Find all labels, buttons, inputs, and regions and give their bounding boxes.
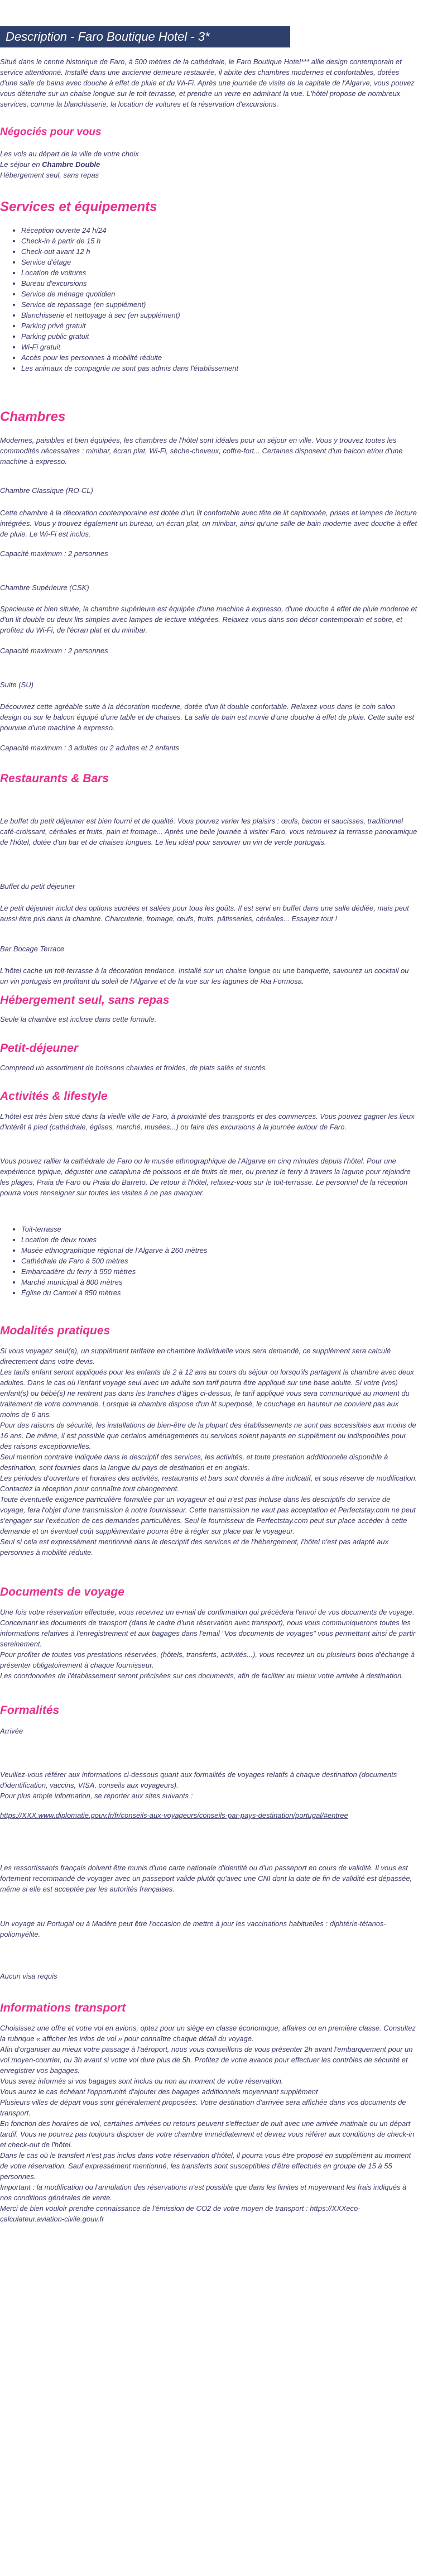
- services-heading: Services et équipements: [0, 199, 157, 214]
- restaurant-name: Buffet du petit déjeuner: [0, 882, 75, 890]
- modalites-paragraph: Les périodes d'ouverture et horaires des activités, restaurants et bars sont donnés à titre indicatif, et sous réserve de modification. Contactez la réception pour connaître tout changement.: [0, 1474, 417, 1493]
- restaurant-description: Le petit déjeuner inclut des options sucrées et salées pour tous les goûts. Il est servi en buffet dans une salle dédiée, mais peut aussi être pris dans la chambre. Charcuterie, fromage, œufs, fruits, pâtisseries, céréales... Essayez tout !: [0, 904, 409, 923]
- room-name: Chambre Supérieure (CSK): [0, 583, 89, 592]
- room-name: Suite (SU): [0, 681, 33, 689]
- negocies-line: Le séjour en Chambre Double: [0, 160, 100, 169]
- formalites-visa-text: Aucun visa requis: [0, 1972, 57, 1980]
- list-item: • Parking privé gratuit: [21, 320, 238, 331]
- list-item: • Bureau d'excursions: [21, 278, 238, 289]
- room-capacity: Capacité maximum : 2 personnes: [0, 647, 108, 655]
- room-capacity: Capacité maximum : 3 adultes ou 2 adultes et 2 enfants: [0, 744, 179, 752]
- list-item: • Embarcadère du ferry à 550 mètres: [21, 1266, 207, 1277]
- list-item: • Check-in à partir de 15 h: [21, 236, 238, 246]
- formalites-paragraph: Veuillez-vous référer aux informations ci-dessous quant aux formalités de voyages relatifs à chaque destination (documents d'identification, vaccins, VISA, conseils aux voyageurs).: [0, 1770, 397, 1789]
- documents-paragraph: Pour profiter de toutes vos prestations réservées, (hôtels, transferts, activités...), vous recevrez un ou plusieurs bons d'échange à présenter obligatoirement à chaque fournisseur.: [0, 1650, 415, 1669]
- transport-paragraph: Dans le cas où le transfert n'est pas inclus dans votre réservation d'hôtel, il pourra vous être proposé en supplément au moment de votre réservation. Sauf expressément mentionné, les transferts sont susceptibles d'être effectués en groupe de 15 à 55 personnes.: [0, 2151, 411, 2181]
- list-item: • Check-out avant 12 h: [21, 246, 238, 257]
- negocies-line: Les vols au départ de la ville de votre choix: [0, 150, 139, 158]
- services-list: [0, 225, 238, 374]
- restaurant-description: L'hôtel cache un toit-terrasse à la décoration tendance. Installé sur un chaise longue ou une banquette, savourez un cocktail ou un vin portugais en profitant du soleil de l'Algarve et de la vue sur les lagunes de Ria Formosa.: [0, 966, 409, 985]
- room-description: Découvrez cette agréable suite à la décoration moderne, dotée d'un lit double confortable. Relaxez-vous dans le coin salon design ou sur le balcon équipé d'une table et de chaises. La salle de bain est munie d'une douche à effet de pluie. Cette suite est pourvue d'une machine à expresso.: [0, 702, 415, 732]
- room-description: Cette chambre à la décoration contemporaine est dotée d'un lit confortable avec tête de lit capitonnée, prises et lampes de lecture intégrées. Vous y trouvez également un bureau, un écran plat, un minibar, ainsi qu'une salle de bain moderne avec douche à effet de pluie. Le Wi-Fi est inclus.: [0, 509, 417, 538]
- activites-text: L'hôtel est très bien situé dans la vieille ville de Faro, à proximité des transports et des commerces. Vous pouvez gagner les lieux d'intérêt à pied (cathédrale, églises, marché, musées...) ou faire des excursions à la journée autour de Faro.: [0, 1112, 415, 1131]
- transport-paragraph: Merci de bien vouloir prendre connaissance de l'émission de CO2 de votre moyen de transport : https://XXXeco-calculateur.aviation-civile.gouv.fr: [0, 2204, 360, 2223]
- activites-heading: Activités & lifestyle: [0, 1090, 108, 1103]
- room-description: Spacieuse et bien située, la chambre supérieure est équipée d'une machine à expresso, d'une douche à effet de pluie moderne et d'un lit double ou deux lits simples avec lampes de lecture intégrées. Relaxez-vous dans son décor contemporain et sobre, et profitez du Wi-Fi, de l'écran plat et du minibar.: [0, 605, 417, 634]
- restaurant-name: Bar Bocage Terrace: [0, 945, 65, 953]
- modalites-paragraph: Si vous voyagez seul(e), un supplément tarifaire en chambre individuelle vous sera demandé, ce supplément sera calculé directement dans votre devis.: [0, 1347, 391, 1366]
- hebergement-text: Seule la chambre est incluse dans cette formule.: [0, 1015, 157, 1023]
- transport-paragraph: Important : la modification ou l'annulation des réservations n'est possible que dans les limites et moyennant les frais indiqués à nos conditions générales de vente.: [0, 2183, 407, 2202]
- documents-paragraph: Concernant les documents de transport (dans le cadre d'une réservation avec transport), nous vous communiquerons toutes les informations relatives à l'enregistrement et aux bagages dans l'email "Vos documents de voyages" vous permettant ainsi de partir sereinement.: [0, 1619, 416, 1648]
- list-item: • Accès pour les personnes à mobilité réduite: [21, 352, 238, 363]
- formalites-paragraph: Pour plus ample information, se reporter aux sites suivants :: [0, 1792, 193, 1800]
- list-item: • Service d'étage: [21, 257, 238, 267]
- list-item: • Blanchisserie et nettoyage à sec (en supplément): [21, 310, 238, 320]
- list-item: • Service de ménage quotidien: [21, 289, 238, 299]
- transport-paragraph: Plusieurs villes de départ vous sont généralement proposées. Votre destination d'arrivée sera affichée dans vos documents de transport.: [0, 2098, 406, 2117]
- documents-text: [0, 1607, 417, 1681]
- transport-text: [0, 2023, 417, 2224]
- documents-paragraph: Les coordonnées de l'établissement seront précisées sur ces documents, afin de faciliter au mieux votre arrivée à destination.: [0, 1672, 403, 1680]
- transport-paragraph: Vous serez informés si vos bagages sont inclus ou non au moment de votre réservation.: [0, 2077, 283, 2085]
- diplomatie-link[interactable]: https://XXX.www.diplomatie.gouv.fr/fr/conseils-aux-voyageurs/conseils-par-pays-destination/portugal/#entree: [0, 1811, 348, 1820]
- activites-text: Vous pouvez rallier la cathédrale de Faro ou le musée ethnographique de l'Algarve en cinq minutes depuis l'hôtel. Pour une expérience typique, déguster une catapluna de poissons et de fruits de mer, ou prenez le ferry à travers la lagune pour rejoindre les plages, Praia de Faro ou Praia do Barreto. De retour à l'hôtel, relaxez-vous sur le toit-terrasse. Le personnel de la réception pourra vous renseigner sur toutes les visites à ne pas manquer.: [0, 1157, 411, 1197]
- list-item: • Toit-terrasse: [21, 1224, 207, 1234]
- list-item: • Cathédrale de Faro à 500 mètres: [21, 1256, 207, 1266]
- modalites-paragraph: Seul mention contraire indiquée dans le descriptif des services, les activités, et toute prestation additionnelle disponible à destination, sont fournies dans la langue du pays de destination et en anglais.: [0, 1453, 388, 1472]
- restaurants-heading: Restaurants & Bars: [0, 772, 109, 785]
- negocies-heading: Négociés pour vous: [0, 126, 102, 138]
- modalites-paragraph: Pour des raisons de sécurité, les installations de bien-être de la plupart des établissements ne sont pas accessibles aux moins de 16 ans. De même, il est possible que certains aménagements ou services soient payants en supplément ou indisponibles pour des raisons exceptionnelles.: [0, 1421, 416, 1450]
- modalites-paragraph: Les tarifs enfant seront appliqués pour les enfants de 2 à 12 ans au cours du séjour ou lorsqu'ils partagent la chambre avec deux adultes. Dans le cas où l'enfant voyage seul avec un adulte son tarif pourra être appliqué sur une base adulte. Si votre (vos) enfant(s) ou bébé(s) ne rentrent pas dans les tranches d'âges ci-dessus, le tarif appliqué vous sera communiqué au moment du traitement de votre commande. Lorsque la chambre dispose d'un lit superposé, le couchage en hauteur ne convient pas aux moins de 6 ans.: [0, 1368, 414, 1419]
- chambres-heading: Chambres: [0, 409, 66, 424]
- list-item: • Location de voitures: [21, 267, 238, 278]
- chambres-intro: Modernes, paisibles et bien équipées, les chambres de l'hôtel sont idéales pour un séjour en ville. Vous y trouvez toutes les commodités nécessaires : minibar, écran plat, Wi-Fi, sèche-cheveux, coffre-fort... Certaines disposent d'un balcon et/ou d'une machine à expresso.: [0, 436, 403, 466]
- documents-heading: Documents de voyage: [0, 1586, 124, 1598]
- petitdej-text: Comprend un assortiment de boissons chaudes et froides, de plats salés et sucrés.: [0, 1064, 268, 1072]
- transport-paragraph: En fonction des horaires de vol, certaines arrivées ou retours peuvent s'effectuer de nuit avec une arrivée matinale ou un départ tardif. Vous ne pourrez pas toujours disposer de votre chambre immédiatement et devrez vous référer aux conditions de check-in et check-out de l'hôtel.: [0, 2119, 415, 2149]
- list-item: • Marché municipal à 800 mètres: [21, 1277, 207, 1287]
- formalites-link-wrap: [0, 1810, 417, 1821]
- formalites-text: [0, 1769, 417, 1801]
- negocies-block: [0, 149, 417, 180]
- list-item: • Service de repassage (en supplément): [21, 299, 238, 310]
- transport-heading: Informations transport: [0, 2002, 126, 2014]
- list-item: • Les animaux de compagnie ne sont pas admis dans l'établissement: [21, 363, 238, 374]
- negocies-line: Hébergement seul, sans repas: [0, 171, 99, 179]
- modalites-paragraph: Toute éventuelle exigence particulière formulée par un voyageur et qui n'est pas incluse dans les descriptifs du service de voyage, fera l'objet d'une transmission à notre fournisseur. Cette transmission ne vaut pas acceptation et Perfectstay.com ne peut s'engager sur l'exécution de ces demandes particulières. Seul le fournisseur de Perfectstay.com peut sur place accéder à cette demande et un éventuel coût supplémentaire pourra être à régler sur place par le voyageur.: [0, 1495, 416, 1535]
- formalites-arrivee: Arrivée: [0, 1727, 23, 1735]
- transport-paragraph: Choisissez une offre et votre vol en avions, optez pour un siège en classe économique, affaires ou en première classe. Consultez la rubrique « afficher les infos de vol » pour connaître chaque détail du voyage.: [0, 2024, 416, 2043]
- list-item: • Musée ethnographique régional de l'Algarve à 260 mètres: [21, 1245, 207, 1256]
- activites-list: [0, 1224, 207, 1298]
- documents-paragraph: Une fois votre réservation effectuée, vous recevrez un e-mail de confirmation qui précèdera l'envoi de vos documents de voyage.: [0, 1608, 415, 1616]
- page-title: Description - Faro Boutique Hotel - 3*: [0, 26, 290, 47]
- formalites-vaccins-text: Un voyage au Portugal ou à Madère peut être l'occasion de mettre à jour les vaccinations habituelles : diphtérie-tétanos-poliomyélite.: [0, 1919, 386, 1938]
- formalites-heading: Formalités: [0, 1704, 60, 1717]
- intro-text: Situé dans le centre historique de Faro, à 500 mètres de la cathédrale, le Faro Boutique Hotel*** allie design contemporain et service attentionné. Installé dans une ancienne demeure restaurée, il abrite des chambres modernes et confortables, dotées d'une salle de bains avec douche à effet de pluie et du Wi-Fi. Après une journée de visite de la capitale de l'Algarve, vous pouvez vous détendre sur un chaise longue sur le toit-terrasse, et prendre un verre en admirant la vue. L'hôtel propose de nombreux services, comme la blanchisserie, la location de voitures et la réservation d'excursions.: [0, 58, 415, 108]
- list-item: • Église du Carmel à 850 mètres: [21, 1287, 207, 1298]
- transport-paragraph: Afin d'organiser au mieux votre passage à l'aéroport, nous vous conseillons de vous présenter 2h avant l'embarquement pour un vol moyen-courrier, ou 3h avant si votre vol dure plus de 5h. Profitez de votre avance pour effectuer les contrôles de sécurité et enregistrer vos bagages.: [0, 2045, 413, 2075]
- list-item: • Réception ouverte 24 h/24: [21, 225, 238, 236]
- modalites-heading: Modalités pratiques: [0, 1324, 110, 1337]
- modalites-text: [0, 1346, 417, 1558]
- modalites-paragraph: Seul si cela est expressément mentionné dans le descriptif des services et de l'hébergement, l'hôtel n'est pas adapté aux personnes à mobilité réduite.: [0, 1538, 389, 1557]
- room-type-bold: Chambre Double: [42, 160, 100, 169]
- hebergement-heading: Hébergement seul, sans repas: [0, 994, 170, 1007]
- room-name: Chambre Classique (RO-CL): [0, 486, 93, 495]
- list-item: • Location de deux roues: [21, 1234, 207, 1245]
- transport-paragraph: Vous aurez le cas échéant l'opportunité d'ajouter des bagages additionnels moyennant supplément: [0, 2087, 318, 2096]
- petitdej-heading: Petit-déjeuner: [0, 1042, 79, 1055]
- formalites-passport-text: Les ressortissants français doivent être munis d'une carte nationale d'identité ou d'un passeport en cours de validité. Il vous est fortement recommandé de voyager avec un passeport valide plutôt qu'avec une CNI dont la date de fin de validité est dépassée, même si elle est acceptée par les autorités françaises.: [0, 1864, 412, 1893]
- list-item: • Parking public gratuit: [21, 331, 238, 342]
- room-capacity: Capacité maximum : 2 personnes: [0, 549, 108, 558]
- list-item: • Wi-Fi gratuit: [21, 342, 238, 352]
- restaurants-intro: Le buffet du petit déjeuner est bien fourni et de qualité. Vous pouvez varier les plaisirs : œufs, bacon et saucisses, traditionnel café-croissant, céréales et fruits, pain et fromage... Après une belle journée à visiter Faro, vous retrouvez la terrasse panoramique de l'hôtel, dotée d'un bar et de chaises longues. Le lieu idéal pour savourer un vin de verde portugais.: [0, 817, 417, 846]
